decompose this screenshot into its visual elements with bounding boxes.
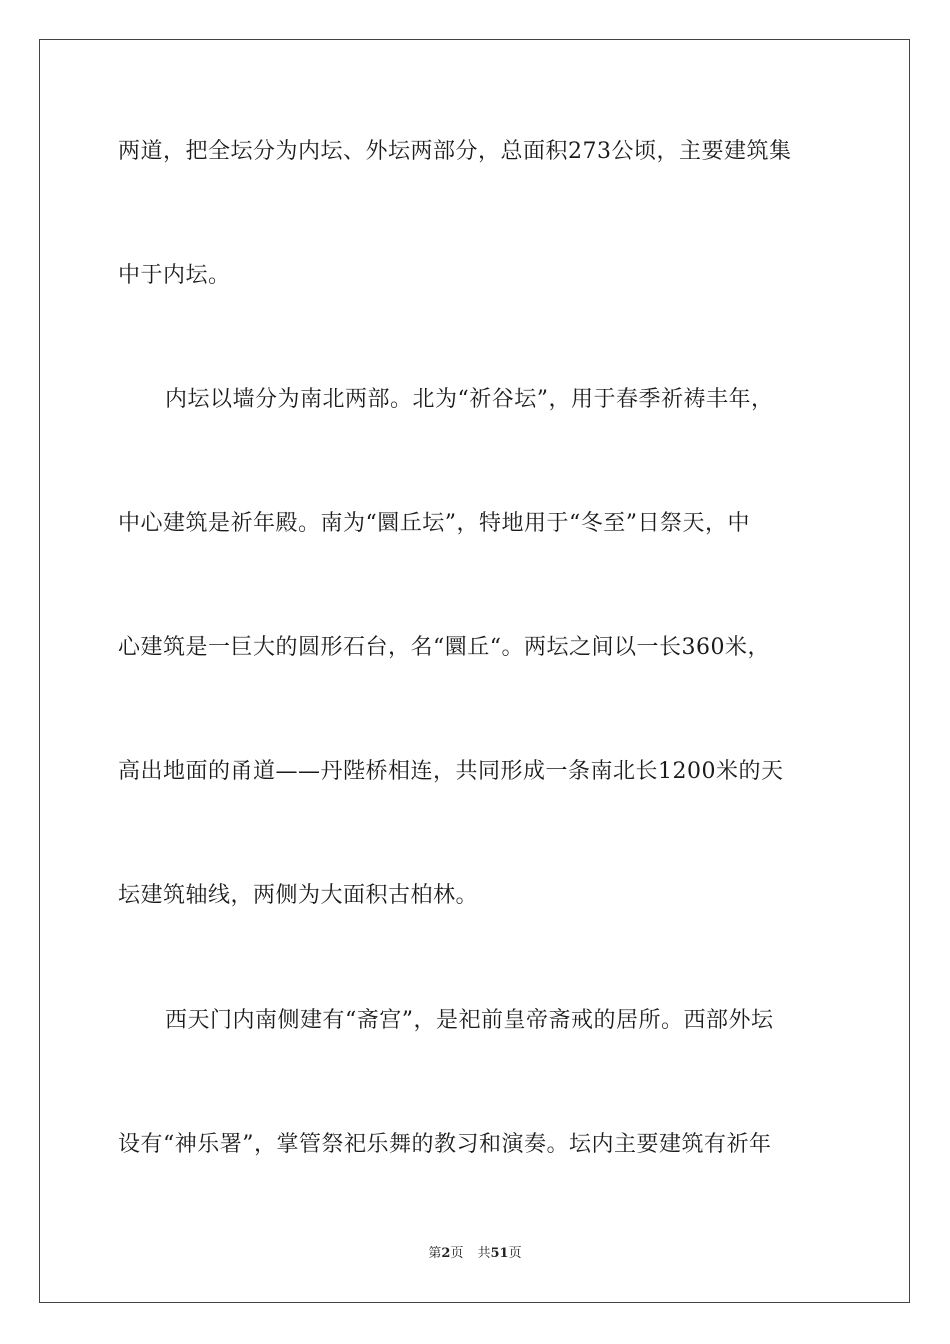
text-line-2: 中于内坛。 [118,263,231,288]
page-frame [39,39,910,1303]
text-line-4: 中心建筑是祈年殿。南为“圜丘坛”，特地用于“冬至”日祭天，中 [118,511,750,536]
page-footer [0,1245,950,1263]
footer-page-prefix: 第 [428,1246,442,1261]
footer-total-pages: 51 [490,1246,509,1261]
text-line-9: 设有“神乐署”，掌管祭祀乐舞的教习和演奏。坛内主要建筑有祈年 [118,1132,772,1157]
text-line-8: 西天门内南侧建有“斋宫”，是祀前皇帝斋戒的居所。西部外坛 [165,1008,774,1033]
text-line-6: 高出地面的甬道——丹陛桥相连，共同形成一条南北长1200米的天 [118,759,784,784]
text-line-3: 内坛以墙分为南北两部。北为“祈谷坛”，用于春季祈祷丰年， [165,387,774,412]
text-line-7: 坛建筑轴线，两侧为大面积古柏林。 [118,883,479,908]
footer-total-prefix: 共 [477,1246,491,1261]
text-line-5: 心建筑是一巨大的圆形石台，名“圜丘“。两坛之间以一长360米， [118,635,770,660]
footer-page-suffix: 页 [450,1246,464,1261]
footer-page-number: 2 [441,1246,451,1261]
footer-total-suffix: 页 [508,1246,522,1261]
text-line-1: 两道，把全坛分为内坛、外坛两部分，总面积273公顷，主要建筑集 [118,139,792,164]
